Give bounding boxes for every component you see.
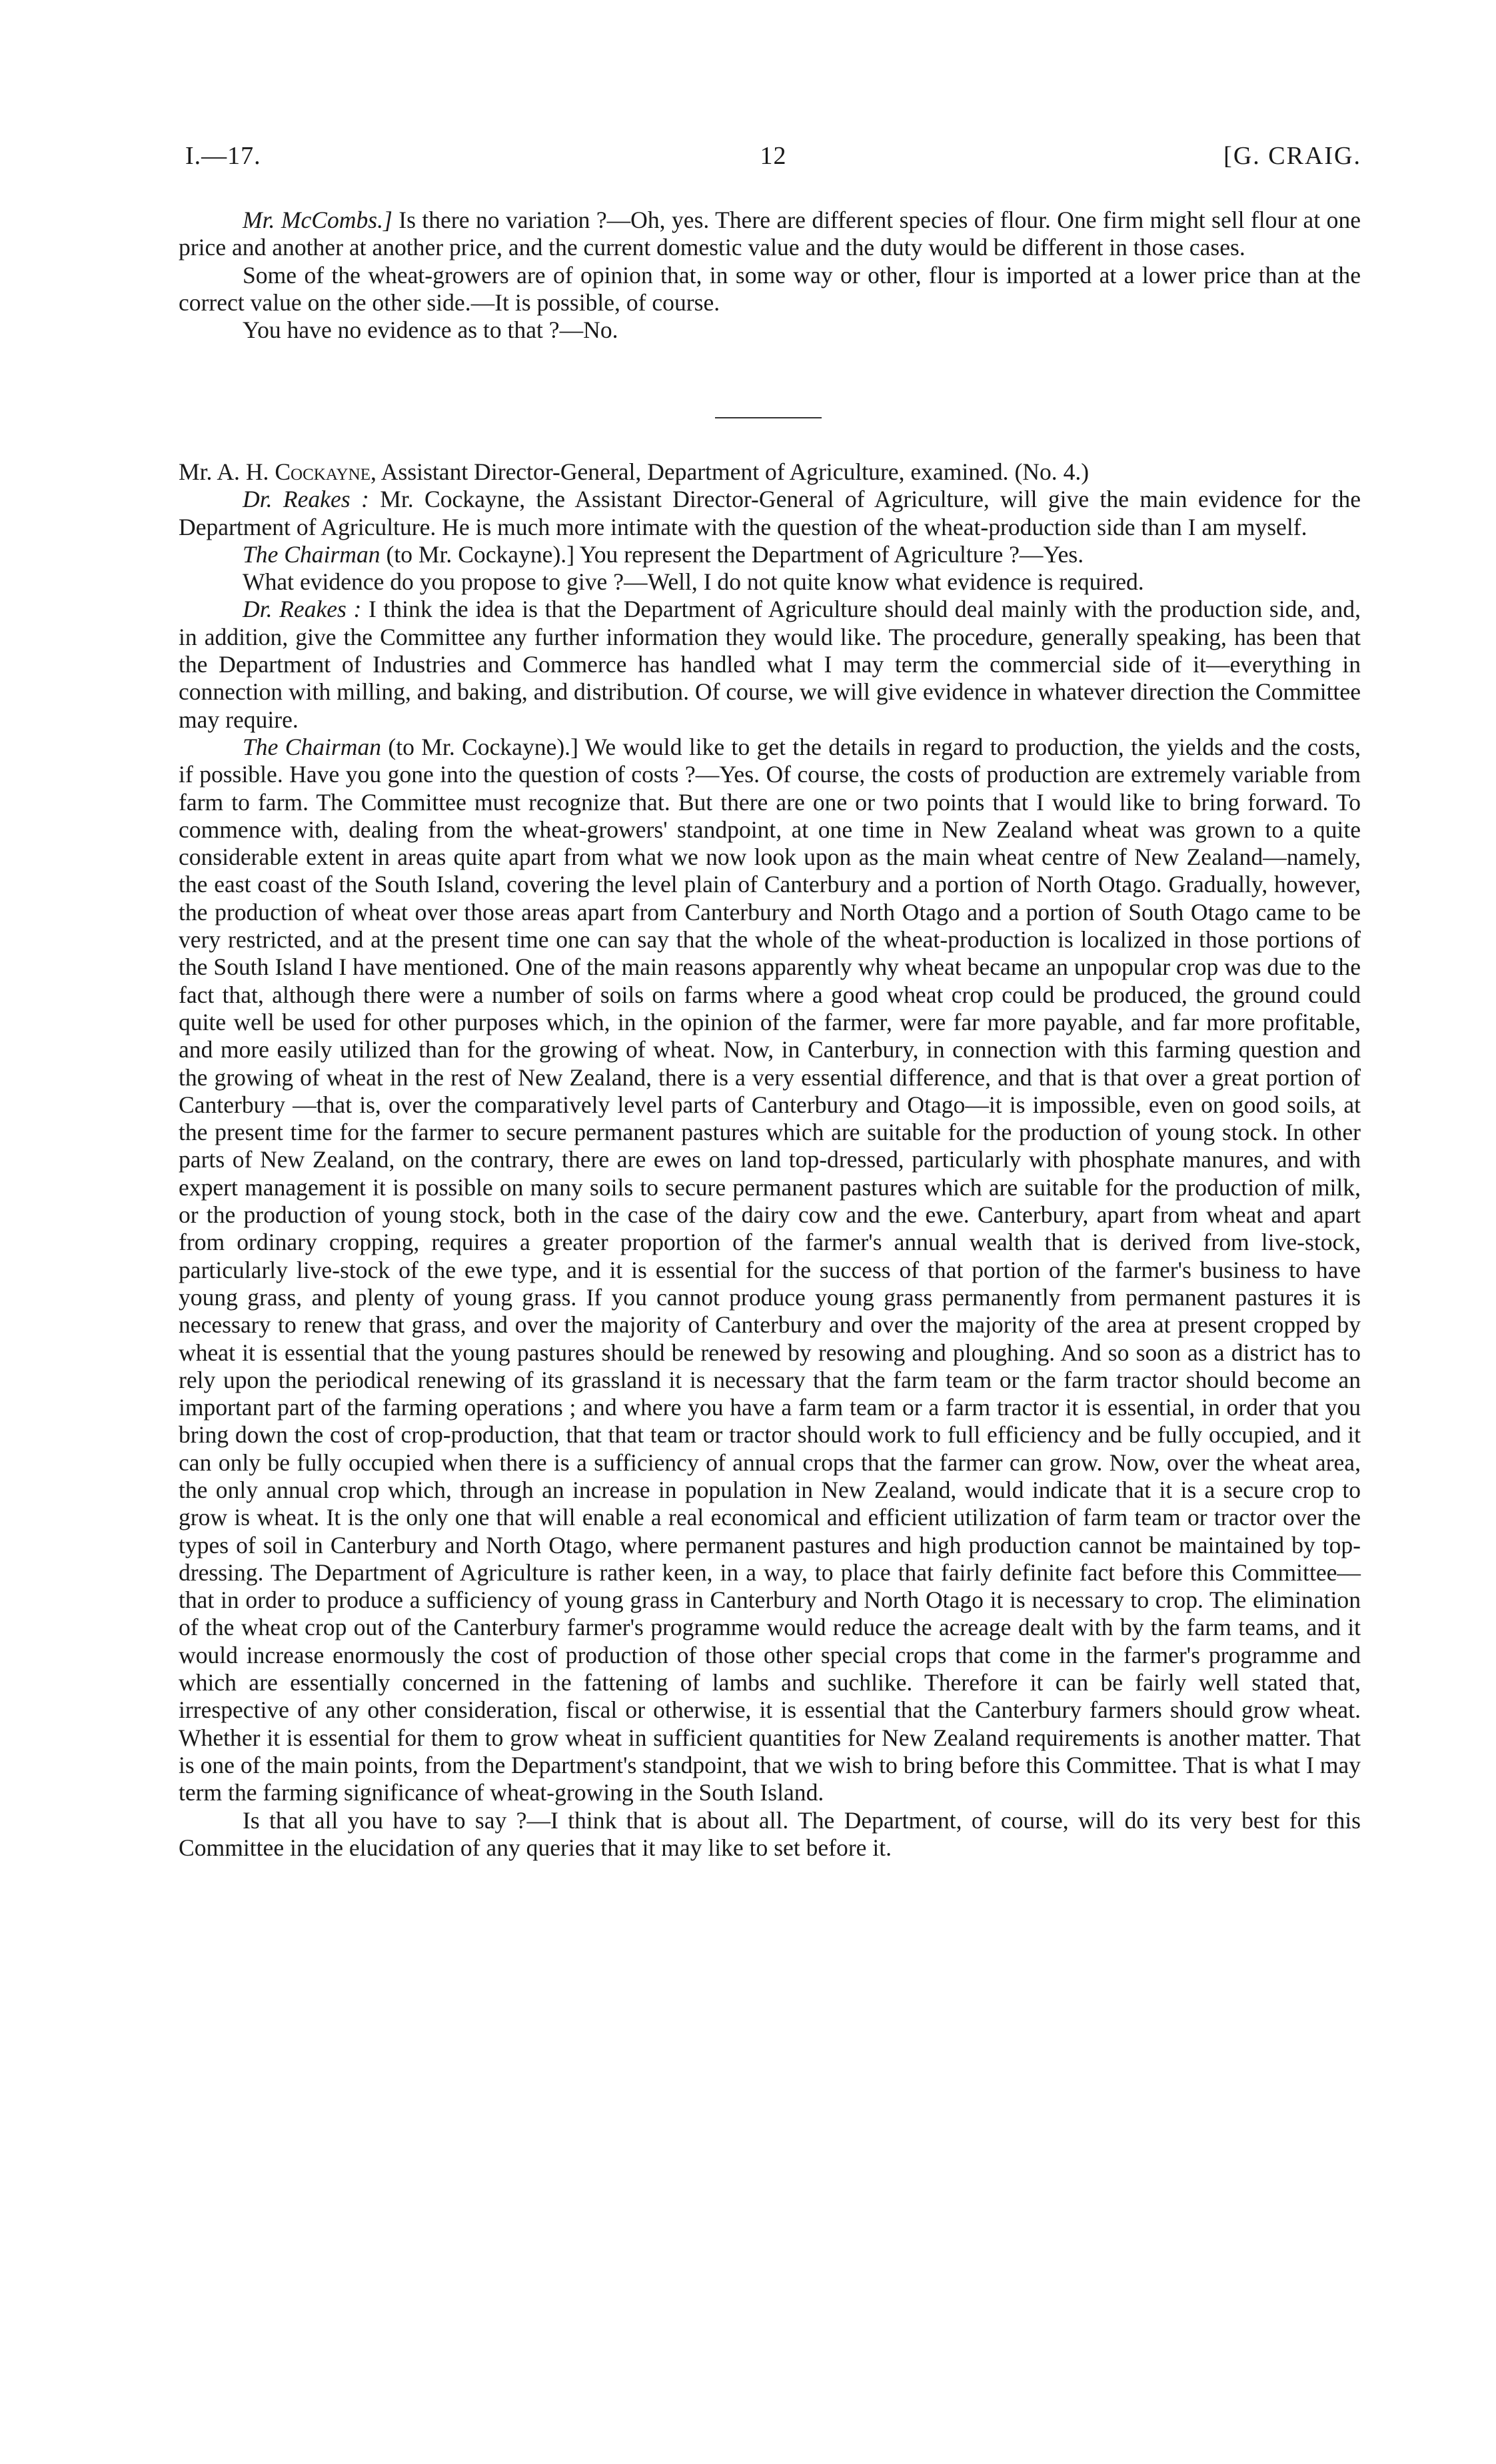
paragraph	[179, 207, 1361, 262]
page-header	[185, 141, 1361, 188]
paragraph	[179, 734, 1361, 1807]
witness-prefix: Mr. A. H.	[179, 458, 275, 485]
paragraph	[179, 596, 1361, 733]
witness-title: , Assistant Director-General, Department of Agriculture, examined. (No. 4.)	[370, 458, 1090, 485]
paper-reference: I.—17.	[185, 142, 261, 170]
paragraph: Some of the wheat-growers are of opinion that, in some way or other, flour is imported at a lower price than at the correct value on the other side.—It is possible, of course.	[179, 261, 1361, 316]
speaker-label: Dr. Reakes :	[243, 596, 362, 623]
paragraph-text: Mr. Cockayne, the Assistant Director-General of Agriculture, will give the main evidence for the Department of Agriculture. He is much more intimate with the question of the wheat-production side than I am myself.	[179, 486, 1361, 540]
witness-heading	[179, 458, 1361, 486]
paragraph-text: I think the idea is that the Department of Agriculture should deal mainly with the production side, and, in addition, give the Committee any further information they would like. The procedure, generally speaking, has been that the Department of Industries and Commerce has handled what I may term the commercial side of it—everything in connection with milling, and baking, and distribution. Of course, we will give evidence in whatever direction the Committee may require.	[179, 596, 1361, 733]
speaker-label: The Chairman	[243, 540, 380, 568]
paragraph: You have no evidence as to that ?—No.	[243, 316, 618, 344]
speaker-label: Dr. Reakes :	[243, 486, 369, 513]
speaker-label: The Chairman	[243, 733, 382, 760]
paragraph-text: (to Mr. Cockayne).] You represent the Department of Agriculture ?—Yes.	[380, 540, 1084, 568]
paragraph: Is that all you have to say ?—I think that is about all. The Department, of course, will do its very best for this Committee in the elucidation of any queries that it may like to set before it.	[179, 1806, 1361, 1861]
witness-name: Cockayne	[275, 458, 371, 485]
page-number: 12	[760, 142, 787, 170]
paragraph	[179, 541, 1361, 568]
cockayne-evidence-section	[179, 458, 1361, 1862]
paragraph-text: (to Mr. Cockayne).] We would like to get the details in regard to production, the yields and the costs, if possible. Have you gone into the question of costs ?—Yes. Of course, the costs of production are extremely variable from farm to farm. The Committee must recognize that. But there are one or two points that I would like to bring forward. To commence with, dealing from the wheat-growers' standpoint, at one time in New Zealand wheat was grown to a quite considerable extent in areas quite apart from what we now look upon as the main wheat centre of New Zealand—namely, the east coast of the South Island, covering the level plain of Canterbury and a portion of North Otago. Gradually, however, the production of wheat over those areas apart from Canterbury and North Otago and a portion of South Otago came to be very restricted, and at the present time one can say that the whole of the wheat-production is localized in those portions of the South Island I have mentioned. One of the main reasons apparently why wheat became an unpopular crop was due to the fact that, although there were a number of soils on farms where a good wheat crop could be produced, the ground could quite well be used for other purposes which, in the opinion of the farmer, were far more payable, and far more profitable, and more easily utilized than for the growing of wheat. Now, in Canterbury, in connection with this farming question and the growing of wheat in the rest of New Zealand, there is a very essential difference, and that is that over a great portion of Canterbury —that is, over the comparatively level parts of Canterbury and Otago—it is impossible, even on good soils, at the present time for the farmer to secure permanent pastures which are suitable for the production of young stock. In other parts of New Zealand, on the contrary, there are ewes on land top-dressed, particularly with phosphate manures, and with expert management it is possible on many soils to secure permanent pastures which are suitable for the production of milk, or the production of young stock, both in the case of the dairy cow and the ewe. Canterbury, apart from wheat and apart from ordinary cropping, requires a greater proportion of the farmer's annual wealth that is derived from live-stock, particularly live-stock of the ewe type, and it is essential for the success of that portion of the farmer's business to have young grass, and plenty of young grass. If you cannot produce young grass permanently from permanent pastures it is necessary to renew that grass, and over the majority of Canterbury and over the majority of the area at present cropped by wheat it is essential that the young pastures should be renewed by resowing and ploughing. And so soon as a district has to rely upon the periodical renewing of its grassland it is necessary that the farm team or the farm tractor should become an important part of the farming operations ; and where you have a farm team or a farm tractor it is essential, in order that you bring down the cost of crop-production, that that team or tractor should work to full efficiency and be fully occupied, and it can only be fully occupied when there is a sufficiency of annual crops that the farmer can grow. Now, over the wheat area, the only annual crop which, through an increase in population in New Zealand, would indicate that it is a secure crop to grow is wheat. It is the only one that will enable a real economical and efficient utilization of farm team or tractor over the types of soil in Canterbury and North Otago, where permanent pastures and high production cannot be maintained by top-dressing. The Department of Agriculture is rather keen, in a way, to place that fairly definite fact before this Committee—that in order to produce a sufficiency of young grass in Canterbury and North Otago it is necessary to crop. The elimination of the wheat crop out of the Canterbury farmer's programme would reduce the acreage dealt with by the farm teams, and it would increase enormously the cost of production of those other special crops that come in the farmer's programme and which are essentially concerned in the fattening of lambs and suchlike. Therefore it can be fairly well stated that, irrespective of any other consideration, fiscal or otherwise, it is essential that the Canterbury farmers should grow wheat. Whether it is essential for them to grow wheat in sufficient quantities for New Zealand requirements is another matter. That is one of the main points, from the Department's standpoint, that we wish to bring before this Committee. That is what I may term the farming significance of wheat-growing in the South Island.	[179, 733, 1361, 1806]
speaker-label: Mr. McCombs.]	[243, 207, 392, 233]
section-divider	[715, 417, 822, 418]
paragraph	[179, 486, 1361, 541]
paragraph: What evidence do you propose to give ?—Well, I do not quite know what evidence is required.	[243, 568, 1144, 596]
previous-evidence-section	[179, 207, 1361, 344]
witness-running-head: [G. CRAIG.	[1223, 142, 1361, 170]
paragraph-text: Is there no variation ?—Oh, yes. There are different species of flour. One firm might sell flour at one price and another at another price, and the current domestic value and the duty would be different in those cases.	[179, 207, 1361, 261]
